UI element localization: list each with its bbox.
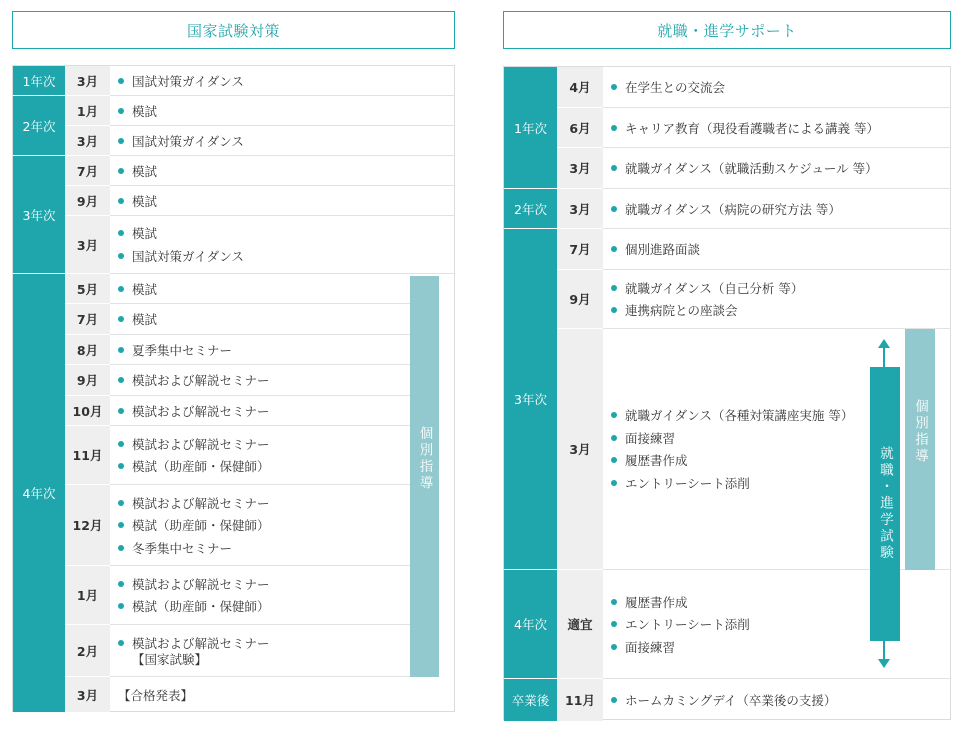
schedule-content: 模試	[110, 156, 455, 186]
schedule-content	[110, 677, 455, 713]
schedule-content: ホームカミングデイ（卒業後の支援）	[603, 679, 951, 721]
bullet-icon	[118, 198, 124, 204]
bullet-icon	[611, 125, 617, 131]
schedule-content: 国試対策ガイダンス	[110, 126, 455, 156]
month-cell: 3月	[557, 189, 603, 229]
bullet-icon	[118, 253, 124, 259]
bullet-icon	[118, 286, 124, 292]
bullet-icon	[118, 500, 124, 506]
schedule-content: 模試	[110, 186, 455, 216]
month-cell: 3月	[65, 677, 110, 713]
month-cell: 適宜	[557, 570, 603, 679]
schedule-content: 模試および解説セミナー 模試（助産師・保健師）	[110, 566, 410, 625]
schedule-content: 模試および解説セミナー	[110, 365, 410, 396]
arrow-down-icon	[878, 659, 890, 668]
bullet-icon	[118, 316, 124, 322]
bullet-icon	[611, 412, 617, 418]
schedule-content: 就職ガイダンス（就職活動スケジュール 等）	[603, 148, 951, 189]
month-cell: 7月	[65, 156, 110, 186]
right-panel-title: 就職・進学サポート	[503, 11, 951, 49]
month-cell: 12月	[65, 485, 110, 566]
schedule-content: 模試および解説セミナー 模試（助産師・保健師）	[110, 426, 410, 485]
left-panel-title: 国家試験対策	[12, 11, 455, 49]
month-cell: 2月	[65, 625, 110, 677]
month-cell: 3月	[65, 216, 110, 274]
month-cell: 9月	[557, 270, 603, 329]
schedule-content: 在学生との交流会	[603, 67, 951, 108]
schedule-content: 国試対策ガイダンス	[110, 66, 455, 96]
schedule-content: 就職ガイダンス（自己分析 等） 連携病院との座談会	[603, 270, 951, 329]
right-schedule-table	[503, 66, 951, 720]
bullet-icon	[611, 435, 617, 441]
year-cell-5: 卒業後	[504, 679, 557, 721]
bullet-icon	[118, 640, 124, 646]
month-cell: 7月	[65, 304, 110, 335]
month-cell: 11月	[557, 679, 603, 721]
schedule-content: 夏季集中セミナー	[110, 335, 410, 365]
bullet-icon	[611, 480, 617, 486]
year-cell-1: 1年次	[504, 67, 557, 189]
bullet-icon	[118, 230, 124, 236]
schedule-content: キャリア教育（現役看護職者による講義 等）	[603, 108, 951, 148]
bullet-icon	[611, 644, 617, 650]
bullet-icon	[118, 441, 124, 447]
month-cell: 10月	[65, 396, 110, 426]
month-cell: 7月	[557, 229, 603, 270]
bullet-icon	[611, 84, 617, 90]
bullet-icon	[118, 408, 124, 414]
bullet-icon	[118, 377, 124, 383]
year-cell-3: 3年次	[504, 229, 557, 570]
month-cell: 3月	[65, 126, 110, 156]
month-cell: 5月	[65, 274, 110, 304]
arrow-line-top	[883, 347, 885, 367]
schedule-content: 模試 国試対策ガイダンス	[110, 216, 455, 274]
bullet-icon	[611, 246, 617, 252]
bullet-icon	[118, 522, 124, 528]
month-cell: 9月	[65, 365, 110, 396]
schedule-content: 個別進路面談	[603, 229, 951, 270]
bullet-icon	[118, 78, 124, 84]
bullet-icon	[611, 697, 617, 703]
bullet-icon	[611, 165, 617, 171]
year-cell-2: 2年次	[504, 189, 557, 229]
individual-guidance-bar: 個別指導	[410, 276, 439, 677]
bullet-icon	[611, 206, 617, 212]
bullet-icon	[118, 138, 124, 144]
schedule-content: 模試および解説セミナー 模試（助産師・保健師） 冬季集中セミナー	[110, 485, 410, 566]
bullet-icon	[611, 457, 617, 463]
schedule-content: 模試および解説セミナー	[110, 396, 410, 426]
schedule-content: 模試	[110, 304, 410, 335]
schedule-content: 就職ガイダンス（各種対策講座実施 等） 面接練習 履歴書作成 エントリーシート添削	[603, 329, 951, 570]
bullet-icon	[611, 599, 617, 605]
bullet-icon	[118, 463, 124, 469]
month-cell: 11月	[65, 426, 110, 485]
bullet-icon	[611, 307, 617, 313]
month-cell: 3月	[65, 66, 110, 96]
month-cell: 8月	[65, 335, 110, 365]
month-cell: 4月	[557, 67, 603, 108]
month-cell: 1月	[65, 566, 110, 625]
bullet-icon	[118, 603, 124, 609]
month-cell: 6月	[557, 108, 603, 148]
exam-note: 【国家試験】	[132, 651, 208, 667]
schedule-content: 模試	[110, 96, 455, 126]
result-note: 【合格発表】	[118, 688, 194, 703]
bullet-icon	[118, 581, 124, 587]
year-cell-2: 2年次	[13, 96, 65, 156]
left-schedule-table	[12, 65, 455, 712]
individual-guidance-bar: 個別指導	[905, 329, 935, 570]
year-cell-4: 4年次	[504, 570, 557, 679]
bullet-icon	[118, 108, 124, 114]
year-cell-3: 3年次	[13, 156, 65, 274]
schedule-content: 履歴書作成 エントリーシート添削 面接練習	[603, 570, 951, 679]
bullet-icon	[118, 545, 124, 551]
bullet-icon	[118, 347, 124, 353]
schedule-content: 就職ガイダンス（病院の研究方法 等）	[603, 189, 951, 229]
bullet-icon	[611, 285, 617, 291]
month-cell: 9月	[65, 186, 110, 216]
month-cell: 3月	[557, 148, 603, 189]
bullet-icon	[118, 168, 124, 174]
month-cell: 3月	[557, 329, 603, 570]
schedule-content: 模試	[110, 274, 410, 304]
arrow-line-bottom	[883, 641, 885, 659]
year-cell-1: 1年次	[13, 66, 65, 96]
year-cell-4: 4年次	[13, 274, 65, 713]
employment-exam-bar: 就職・進学試験	[870, 367, 900, 641]
schedule-content: 模試および解説セミナー 【国家試験】	[110, 625, 410, 677]
month-cell: 1月	[65, 96, 110, 126]
bullet-icon	[611, 621, 617, 627]
